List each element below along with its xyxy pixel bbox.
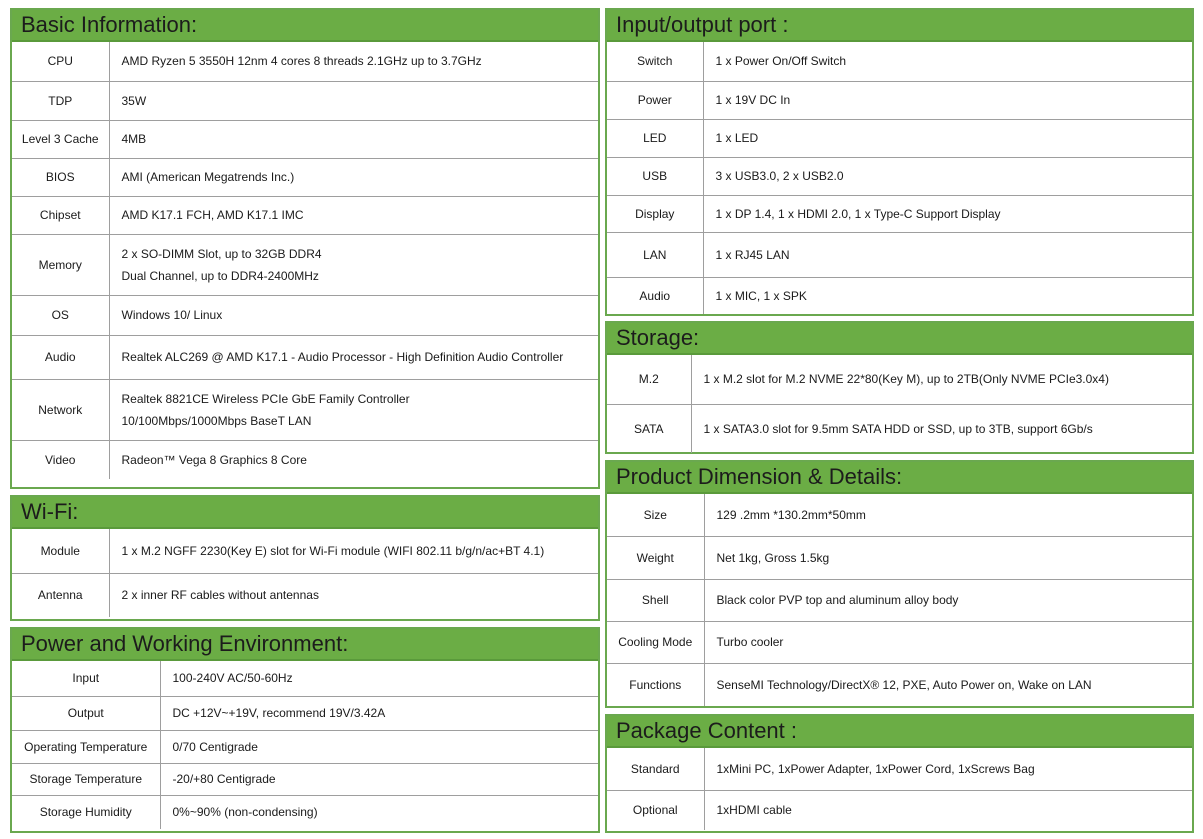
spec-label-display: Display [607, 195, 703, 232]
spec-value-switch: 1 x Power On/Off Switch [703, 42, 1192, 81]
spec-value-usb: 3 x USB3.0, 2 x USB2.0 [703, 157, 1192, 195]
io-port-title: Input/output port : [607, 10, 1192, 42]
spec-label-led: LED [607, 119, 703, 157]
power-section [10, 627, 600, 833]
wifi-table [12, 529, 598, 617]
basic-information-title: Basic Information: [12, 10, 598, 42]
spec-label-audio: Audio [12, 335, 109, 379]
spec-value-output: DC +12V~+19V, recommend 19V/3.42A [160, 696, 598, 730]
table-row [12, 763, 598, 795]
power-title: Power and Working Environment: [12, 629, 598, 661]
spec-value-memory [109, 234, 598, 295]
spec-label-antenna: Antenna [12, 573, 109, 617]
spec-label-power: Power [607, 81, 703, 119]
spec-value-os: Windows 10/ Linux [109, 295, 598, 335]
spec-label-standard: Standard [607, 748, 704, 790]
spec-value-display: 1 x DP 1.4, 1 x HDMI 2.0, 1 x Type-C Support Display [703, 195, 1192, 232]
spec-label-optional: Optional [607, 790, 704, 830]
spec-value-sata: 1 x SATA3.0 slot for 9.5mm SATA HDD or SSD, up to 3TB, support 6Gb/s [703, 421, 1093, 436]
io-port-section [605, 8, 1194, 316]
dimension-title: Product Dimension & Details: [607, 462, 1192, 494]
spec-label-storage-temperature: Storage Temperature [12, 763, 160, 795]
table-row [607, 579, 1192, 621]
table-row [12, 81, 598, 120]
spec-value-functions: SenseMI Technology/DirectX® 12, PXE, Auto Power on, Wake on LAN [716, 677, 1092, 692]
network-line-2: 10/100Mbps/1000Mbps BaseT LAN [121, 413, 312, 428]
basic-information-section [10, 8, 600, 489]
spec-value-storage-humidity: 0%~90% (non-condensing) [172, 805, 318, 820]
table-row [607, 81, 1192, 119]
spec-value-bios: AMI (American Megatrends Inc.) [109, 158, 598, 196]
spec-label-network: Network [12, 379, 109, 440]
storage-table [607, 355, 1192, 453]
table-row [607, 748, 1192, 790]
wifi-title: Wi-Fi: [12, 497, 598, 529]
spec-value-standard: 1xMini PC, 1xPower Adapter, 1xPower Cord, 1xScrews Bag [704, 748, 1192, 790]
table-row [607, 157, 1192, 195]
spec-label-memory: Memory [12, 234, 109, 295]
table-row [12, 120, 598, 158]
spec-label-video: Video [12, 440, 109, 479]
spec-label-os: OS [12, 295, 109, 335]
spec-label-storage-humidity: Storage Humidity [12, 795, 160, 829]
spec-label-chipset: Chipset [12, 196, 109, 234]
spec-value-network [109, 379, 598, 440]
spec-label-module: Module [12, 529, 109, 573]
table-row [607, 663, 1192, 706]
table-row [12, 234, 598, 295]
package-table [607, 748, 1192, 830]
spec-value-weight: Net 1kg, Gross 1.5kg [704, 536, 1192, 579]
table-row [12, 42, 598, 81]
table-row [607, 195, 1192, 232]
network-line-1: Realtek 8821CE Wireless PCIe GbE Family Controller [121, 391, 410, 406]
spec-value-shell: Black color PVP top and aluminum alloy body [704, 579, 1192, 621]
spec-value-input: 100-240V AC/50-60Hz [160, 661, 598, 696]
table-row [12, 158, 598, 196]
spec-label-input: Input [12, 661, 160, 696]
spec-value-cpu: AMD Ryzen 5 3550H 12nm 4 cores 8 threads 2.1GHz up to 3.7GHz [109, 42, 598, 81]
table-row [12, 661, 598, 696]
spec-label-weight: Weight [607, 536, 704, 579]
wifi-section [10, 495, 600, 621]
table-row [607, 42, 1192, 81]
spec-label-switch: Switch [607, 42, 703, 81]
spec-value-tdp: 35W [109, 81, 598, 120]
table-row [607, 790, 1192, 830]
spec-value-lan: 1 x RJ45 LAN [703, 232, 1192, 277]
table-row [607, 494, 1192, 536]
spec-value-video: Radeon™ Vega 8 Graphics 8 Core [121, 452, 307, 467]
spec-label-io-audio: Audio [607, 277, 703, 314]
spec-value-m2: 1 x M.2 slot for M.2 NVME 22*80(Key M), up to 2TB(Only NVME PCIe3.0x4) [691, 355, 1192, 404]
table-row [607, 536, 1192, 579]
table-row [607, 355, 1192, 404]
table-row [607, 119, 1192, 157]
spec-value-storage-temperature: -20/+80 Centigrade [160, 763, 598, 795]
spec-value-module: 1 x M.2 NGFF 2230(Key E) slot for Wi-Fi module (WIFI 802.11 b/g/n/ac+BT 4.1) [109, 529, 598, 573]
dimension-table [607, 494, 1192, 706]
table-row [607, 277, 1192, 314]
table-row [12, 795, 598, 829]
dimension-section [605, 460, 1194, 708]
spec-label-cooling-mode: Cooling Mode [607, 621, 704, 663]
spec-value-cooling-mode: Turbo cooler [704, 621, 1192, 663]
spec-label-m2: M.2 [607, 355, 691, 404]
storage-section [605, 321, 1194, 454]
power-table [12, 661, 598, 829]
table-row [12, 696, 598, 730]
spec-value-power: 1 x 19V DC In [703, 81, 1192, 119]
table-row [12, 295, 598, 335]
spec-label-operating-temperature: Operating Temperature [12, 730, 160, 763]
memory-line-1: 2 x SO-DIMM Slot, up to 32GB DDR4 [121, 246, 322, 261]
io-port-table [607, 42, 1192, 314]
table-row [607, 232, 1192, 277]
spec-label-cache: Level 3 Cache [12, 120, 109, 158]
table-row [12, 335, 598, 379]
spec-label-sata: SATA [607, 404, 691, 453]
spec-value-optional: 1xHDMI cable [716, 803, 792, 818]
table-row [12, 440, 598, 479]
spec-value-audio: Realtek ALC269 @ AMD K17.1 - Audio Processor - High Definition Audio Controller [109, 335, 598, 379]
spec-label-usb: USB [607, 157, 703, 195]
table-row [12, 379, 598, 440]
spec-value-led: 1 x LED [703, 119, 1192, 157]
spec-label-functions: Functions [607, 663, 704, 706]
spec-label-size: Size [607, 494, 704, 536]
spec-value-antenna: 2 x inner RF cables without antennas [121, 588, 319, 603]
spec-value-io-audio: 1 x MIC, 1 x SPK [715, 288, 807, 303]
table-row [12, 730, 598, 763]
spec-label-tdp: TDP [12, 81, 109, 120]
spec-label-bios: BIOS [12, 158, 109, 196]
table-row [607, 621, 1192, 663]
memory-line-2: Dual Channel, up to DDR4-2400MHz [121, 268, 319, 283]
spec-value-cache: 4MB [109, 120, 598, 158]
table-row [607, 404, 1192, 453]
spec-label-output: Output [12, 696, 160, 730]
spec-label-shell: Shell [607, 579, 704, 621]
spec-value-chipset: AMD K17.1 FCH, AMD K17.1 IMC [109, 196, 598, 234]
storage-title: Storage: [607, 323, 1192, 355]
package-title: Package Content : [607, 716, 1192, 748]
spec-value-operating-temperature: 0/70 Centigrade [160, 730, 598, 763]
table-row [12, 573, 598, 617]
package-section [605, 714, 1194, 833]
spec-value-size: 129 .2mm *130.2mm*50mm [704, 494, 1192, 536]
basic-information-table [12, 42, 598, 479]
table-row [12, 529, 598, 573]
spec-label-lan: LAN [607, 232, 703, 277]
spec-label-cpu: CPU [12, 42, 109, 81]
table-row [12, 196, 598, 234]
